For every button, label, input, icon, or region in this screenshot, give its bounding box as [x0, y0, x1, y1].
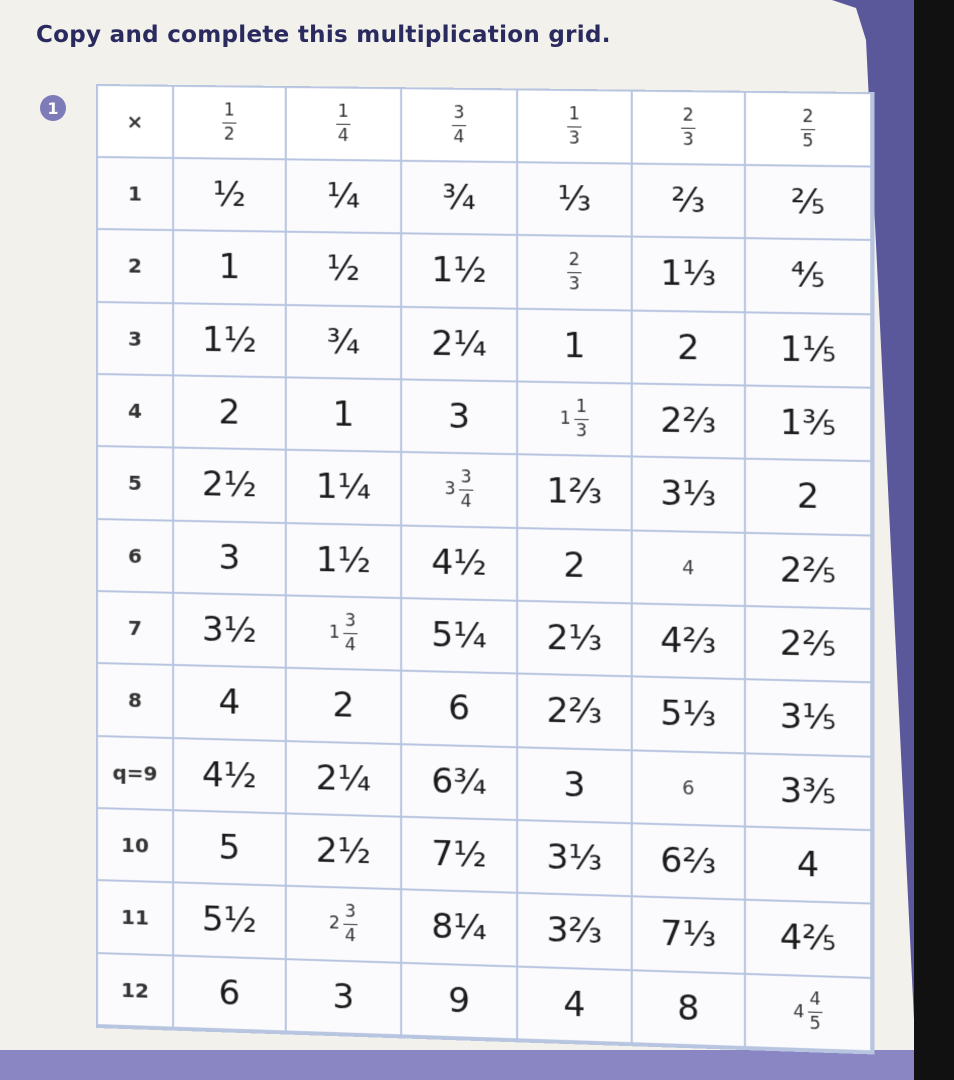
mixed-number — [444, 469, 473, 511]
grid-cell: 1⅔ — [518, 456, 633, 532]
grid-cell: 1⅗ — [746, 387, 872, 463]
row-header: 12 — [98, 954, 174, 1029]
whole-part: 1 — [328, 622, 340, 644]
grid-cell: 8¼ — [402, 891, 518, 968]
grid-cell: 3⅕ — [746, 681, 872, 758]
row-header: 4 — [98, 375, 174, 449]
fraction-numerator: 2 — [800, 108, 815, 130]
fraction-denominator: 4 — [453, 126, 465, 147]
grid-cell: 2 — [518, 529, 633, 605]
column-header — [402, 89, 518, 163]
grid-cell: 2⅔ — [633, 385, 746, 461]
column-header — [633, 92, 746, 166]
grid-cell: 9 — [402, 964, 518, 1041]
grid-cell: 1 — [287, 378, 402, 453]
fraction-denominator: 4 — [344, 925, 356, 947]
page-bottom-strip — [0, 1050, 954, 1080]
column-header — [174, 87, 287, 161]
grid-cell: 5½ — [174, 884, 287, 960]
grid-cell: 2⅖ — [746, 534, 872, 610]
fraction-denominator: 3 — [568, 127, 580, 149]
fraction-numerator: 1 — [574, 398, 589, 420]
row-header: q=9 — [98, 737, 174, 812]
grid-cell: 1 — [174, 231, 287, 305]
fraction-denominator: 3 — [575, 420, 587, 442]
grid-cell: 2⅖ — [746, 607, 872, 684]
fraction-denominator: 4 — [460, 491, 472, 512]
grid-cell — [518, 382, 633, 457]
grid-cell: 6 — [174, 956, 287, 1032]
row-header: 11 — [98, 881, 174, 956]
column-header — [518, 90, 633, 164]
grid-cell: 3⅓ — [518, 821, 633, 898]
fraction-denominator: 3 — [568, 274, 580, 295]
stacked-fraction — [807, 991, 822, 1033]
grid-cell: 3⅗ — [746, 754, 872, 831]
grid-cell: 7⅓ — [633, 898, 746, 975]
fraction-numerator: 3 — [451, 104, 466, 125]
row-header: 10 — [98, 809, 174, 884]
grid-cell: 3⅔ — [518, 894, 633, 971]
multiplication-grid — [96, 84, 874, 1054]
row-header: 7 — [98, 592, 174, 666]
grid-cell — [633, 751, 746, 828]
grid-cell — [746, 975, 872, 1053]
mixed-number — [793, 991, 823, 1034]
question-number-badge: 1 — [40, 95, 66, 121]
fraction-numerator: 1 — [336, 103, 351, 124]
grid-cell: 3 — [518, 748, 633, 824]
whole-part: 3 — [444, 479, 456, 500]
grid-corner-times: × — [98, 86, 174, 159]
grid-cell: 2½ — [174, 449, 287, 524]
stacked-fraction — [567, 249, 582, 295]
row-header: 6 — [98, 520, 174, 594]
grid-cell: 1½ — [287, 524, 402, 599]
photo-edge — [914, 0, 954, 1080]
grid-cell: 4 — [518, 967, 633, 1044]
grid-cell: 3 — [174, 521, 287, 596]
grid-cell: 5 — [174, 811, 287, 887]
grid-cell: 2½ — [287, 814, 402, 890]
fraction-numerator: 4 — [807, 991, 822, 1013]
grid-cell: 2⅓ — [518, 602, 633, 678]
grid-cell: ¾ — [287, 306, 402, 381]
row-header: 3 — [98, 303, 174, 377]
fraction-numerator: 2 — [681, 107, 696, 128]
whole-part: 2 — [328, 913, 340, 935]
row-header: 5 — [98, 447, 174, 521]
page-title: Copy and complete this multiplication grid. — [36, 22, 611, 48]
column-header-fraction — [336, 103, 351, 144]
grid-cell: 4⅔ — [633, 604, 746, 680]
stacked-fraction — [343, 612, 358, 654]
fraction-numerator: 2 — [567, 252, 582, 273]
grid-cell: 1½ — [402, 235, 518, 310]
grid-cell: ¼ — [287, 160, 402, 234]
grid-cell: 4⅖ — [746, 901, 872, 979]
grid-cell: 2 — [174, 376, 287, 451]
grid-cell — [518, 236, 633, 311]
grid-cell — [287, 596, 402, 672]
grid-cell: ⅖ — [746, 166, 872, 241]
grid-cell: 5⅓ — [633, 678, 746, 754]
fraction-denominator: 5 — [809, 1013, 821, 1035]
grid-cell: 2 — [633, 311, 746, 386]
grid-cell: 1½ — [174, 304, 287, 378]
stacked-fraction — [574, 398, 589, 440]
column-header-fraction — [451, 104, 466, 146]
mixed-number — [329, 903, 358, 945]
grid-cell: ½ — [287, 233, 402, 308]
grid-cell — [633, 531, 746, 607]
column-header-fraction — [681, 104, 696, 150]
grid-cell: 7½ — [402, 818, 518, 894]
grid-cell: 6 — [402, 672, 518, 748]
whole-part: 1 — [559, 408, 571, 430]
grid-cell: 6¾ — [402, 745, 518, 821]
mixed-number — [329, 612, 358, 654]
fraction-numerator: 1 — [567, 106, 582, 127]
grid-cell: ⅓ — [518, 163, 633, 238]
grid-cell: ¾ — [402, 162, 518, 237]
cell-value: 4 — [682, 556, 695, 580]
column-header-fraction — [567, 103, 582, 149]
grid-cell: ½ — [174, 159, 287, 233]
grid-cell — [287, 887, 402, 963]
grid-cell: 5¼ — [402, 599, 518, 675]
grid-cell: 2 — [746, 460, 872, 536]
grid-cell: 3 — [287, 960, 402, 1037]
mixed-number — [560, 398, 589, 440]
fraction-numerator: 3 — [459, 469, 474, 490]
stacked-fraction — [343, 901, 358, 947]
column-header-fraction — [222, 99, 237, 145]
fraction-numerator: 3 — [343, 904, 358, 926]
grid-cell: 1 — [518, 309, 633, 384]
row-header: 2 — [98, 230, 174, 304]
column-header-fraction — [800, 108, 815, 150]
cell-value: 6 — [682, 776, 695, 800]
grid-cell: 3⅓ — [633, 458, 746, 534]
fraction-denominator: 2 — [223, 123, 235, 145]
fraction-denominator: 4 — [344, 634, 356, 656]
fraction-denominator: 3 — [682, 129, 694, 150]
whole-part: 4 — [793, 1001, 805, 1023]
grid-cell: 4½ — [174, 739, 287, 815]
fraction-denominator: 5 — [802, 130, 814, 152]
grid-cell: ⅘ — [746, 240, 872, 316]
grid-cell: ⅔ — [633, 165, 746, 240]
grid-cell: 2 — [287, 669, 402, 745]
grid-cell — [402, 453, 518, 528]
grid-cell: 1⅓ — [633, 238, 746, 313]
grid-cell: 3 — [402, 380, 518, 455]
grid-cell: 4½ — [402, 526, 518, 602]
grid-cell: 3½ — [174, 594, 287, 669]
column-header — [746, 93, 872, 168]
fraction-denominator: 4 — [337, 125, 349, 146]
grid-cell: 2¼ — [287, 742, 402, 818]
grid-cell: 1⅕ — [746, 313, 872, 389]
column-header — [287, 88, 402, 162]
fraction-numerator: 3 — [343, 612, 358, 633]
fraction-numerator: 1 — [222, 102, 237, 123]
grid-cell: 2⅔ — [518, 675, 633, 751]
row-header: 8 — [98, 664, 174, 738]
grid-cell: 4 — [174, 666, 287, 741]
grid-cell: 6⅔ — [633, 824, 746, 901]
grid-cell: 8 — [633, 971, 746, 1048]
row-header: 1 — [98, 158, 174, 231]
stacked-fraction — [459, 469, 474, 511]
grid-cell: 2¼ — [402, 308, 518, 383]
grid-cell: 4 — [746, 828, 872, 905]
grid-cell: 1¼ — [287, 451, 402, 526]
